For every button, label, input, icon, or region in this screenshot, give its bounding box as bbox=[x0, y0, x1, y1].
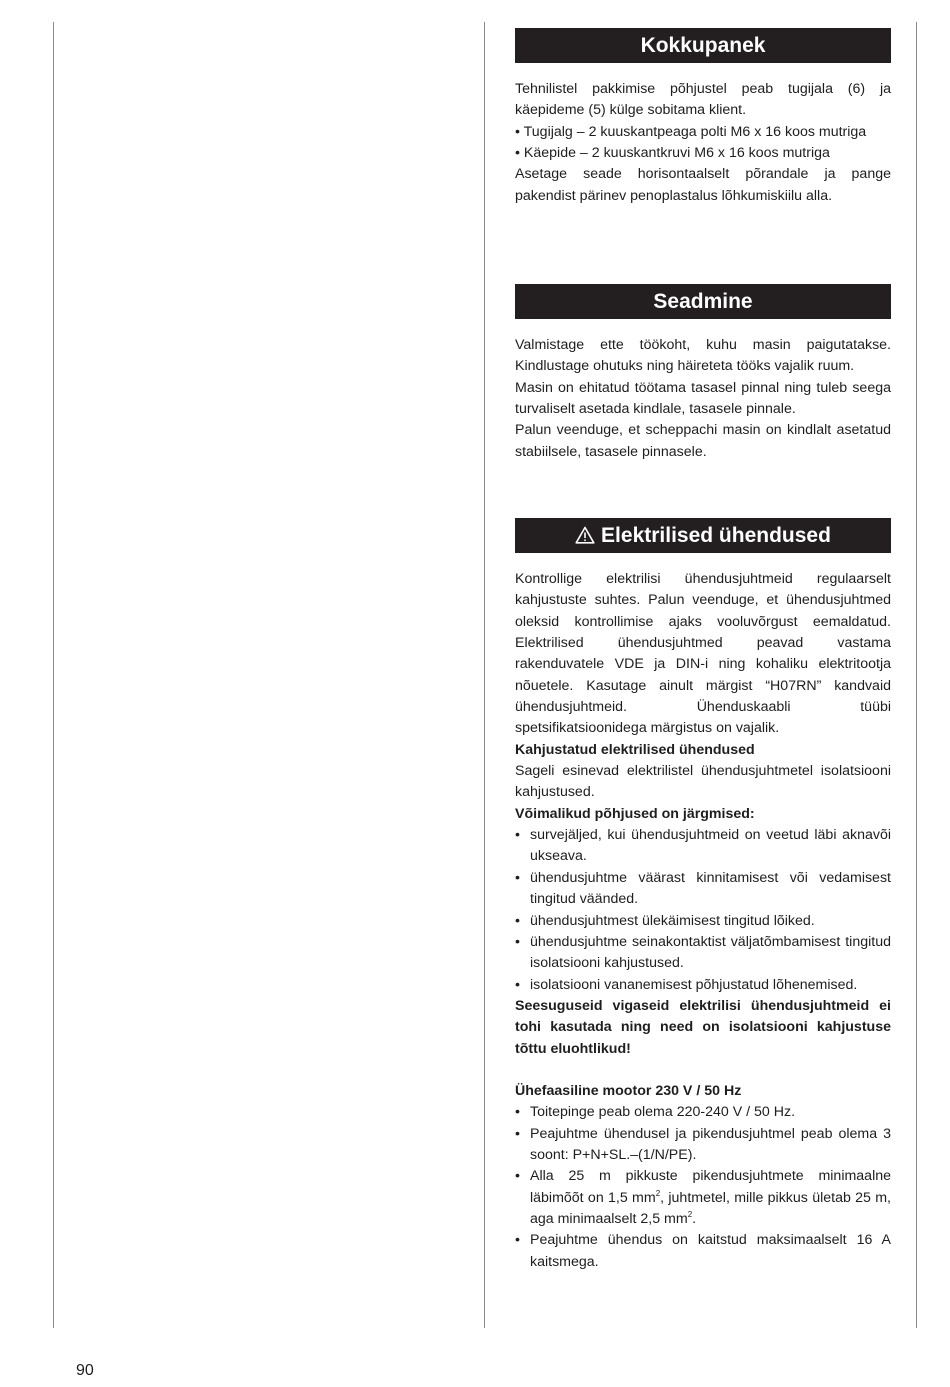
section-title-elektrilised bbox=[515, 518, 891, 553]
list-item: • isolatsiooni vananemisest põhjustatud lõhenemised. bbox=[515, 975, 891, 996]
section-body bbox=[515, 335, 891, 463]
text-fragment: , juhtmetel, mille pikkus ületab 25 m, aga minimaalselt 2,5 mm bbox=[530, 1189, 891, 1227]
text-fragment: . bbox=[692, 1210, 697, 1227]
list-item: • survejäljed, kui ühendusjuhtmeid on veetud läbi aknavõi ukseava. bbox=[515, 825, 891, 868]
paragraph: • Tugijalg – 2 kuuskantpeaga polti M6 x 16 koos mutriga bbox=[515, 123, 867, 140]
section-seadmine bbox=[515, 284, 891, 463]
danger-warning-text: Seesuguseid vigaseid elektrilisi ühendusjuhtmeid ei tohi kasutada ning need on isolatsiooni kahjustuse tõttu eluohtlikud! bbox=[515, 997, 891, 1057]
section-body bbox=[515, 79, 891, 207]
list-item: • ühendusjuhtmest ülekäimisest tingitud lõiked. bbox=[515, 911, 891, 932]
section-title-text: Kokkupanek bbox=[640, 34, 766, 57]
section-title-kokkupanek bbox=[515, 28, 891, 63]
section-title-text: Seadmine bbox=[653, 290, 753, 313]
list-item: • Toitepinge peab olema 220-240 V / 50 Hz. bbox=[515, 1102, 891, 1123]
subheading-damaged: Kahjustatud elektrilised ühendused bbox=[515, 741, 755, 758]
paragraph: Asetage seade horisontaalselt põrandale ja pange pakendist pärinev penoplastalus lõhkumiskiilu alla. bbox=[515, 166, 891, 204]
list-item: • ühendusjuhtme väärast kinnitamisest või vedamisest tingitud väänded. bbox=[515, 868, 891, 911]
list-item: • Peajuhtme ühendus on kaitstud maksimaalselt 16 A kaitsmega. bbox=[515, 1230, 891, 1273]
section-title-seadmine bbox=[515, 284, 891, 319]
motor-list bbox=[515, 1102, 891, 1273]
page-number: 90 bbox=[76, 1362, 94, 1379]
section-title-text: Elektrilised ühendused bbox=[601, 524, 831, 547]
left-margin-line bbox=[53, 22, 54, 1328]
text-fragment: Alla 25 m pikkuste pikendusjuhtmete minimaalne läbimõõt on 1,5 mm bbox=[530, 1168, 891, 1206]
paragraph: Tehnilistel pakkimise põhjustel peab tugijala (6) ja käepideme (5) külge sobitama klient. bbox=[515, 81, 891, 119]
section-elektrilised bbox=[515, 518, 891, 1273]
paragraph: Masin on ehitatud töötama tasasel pinnal ning tuleb seega turvaliselt asetada kindlale, tasasele pinnale. bbox=[515, 379, 891, 418]
superscript: 2 bbox=[687, 1209, 693, 1219]
superscript: 2 bbox=[655, 1188, 661, 1198]
section-body bbox=[515, 569, 891, 1273]
column-divider-line bbox=[484, 22, 485, 1328]
list-item: • Peajuhtme ühendusel ja pikendusjuhtmel peab olema 3 soont: P+N+SL.–(1/N/PE). bbox=[515, 1124, 891, 1167]
intro-paragraph: Kontrollige elektrilisi ühendusjuhtmeid regulaarselt kahjustuste suhtes. Palun veenduge, et ühendusjuhtmed oleksid kontrollimise ajaks vooluvõrgust eemaldatud. Elektrilised ühendusjuhtmed peavad vastama rakenduvatele VDE ja DIN-i ning kohaliku elektritootja nõuetele. Kasutage ainult märgist “H07RN” kandvaid ühendusjuhtmeid. Ühenduskaabli tüübi spetsifikatsioonidega märgistus on vajalik. bbox=[515, 571, 891, 737]
list-item: • ühendusjuhtme seinakontaktist väljatõmbamisest tingitud isolatsiooni kahjustused. bbox=[515, 932, 891, 975]
subheading-motor: Ühefaasiline mootor 230 V / 50 Hz bbox=[515, 1082, 742, 1099]
section-kokkupanek bbox=[515, 28, 891, 207]
subheading-causes: Võimalikud põhjused on järgmised: bbox=[515, 805, 755, 822]
list-item-extension-cable bbox=[515, 1166, 891, 1230]
warning-triangle-icon bbox=[575, 520, 595, 555]
paragraph: Valmistage ette töökoht, kuhu masin paigutatakse. Kindlustage ohutuks ning häireteta tööks vajalik ruum. bbox=[515, 337, 891, 375]
causes-list bbox=[515, 825, 891, 996]
right-margin-line bbox=[916, 22, 917, 1328]
paragraph: Sageli esinevad elektrilistel ühendusjuhtmetel isolatsiooni kahjustused. bbox=[515, 763, 891, 801]
paragraph: • Käepide – 2 kuuskantkruvi M6 x 16 koos mutriga bbox=[515, 145, 830, 162]
paragraph: Palun veenduge, et scheppachi masin on kindlalt asetatud stabiilsele, tasasele pinnasele. bbox=[515, 422, 891, 460]
